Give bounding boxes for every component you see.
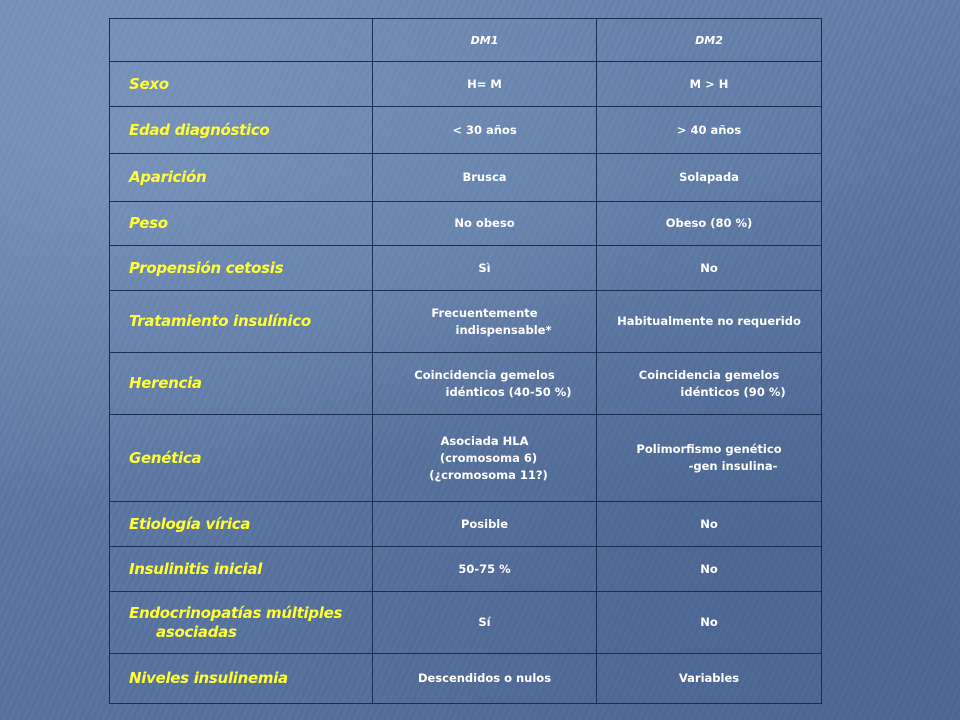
- dm1-line: Frecuentemente: [431, 305, 538, 320]
- dm2-value: Habitualmente no requerido: [597, 291, 822, 353]
- table-row: [110, 202, 822, 246]
- table-row: [110, 547, 822, 592]
- table-row: [110, 154, 822, 202]
- dm1-value: Sí: [373, 592, 597, 654]
- table-row: [110, 291, 822, 353]
- table-row: [110, 107, 822, 154]
- row-label-line: Endocrinopatías múltiples: [129, 603, 343, 622]
- dm2-value: M > H: [597, 62, 822, 107]
- dm1-line: Asociada HLA: [440, 433, 529, 448]
- dm1-value: Descendidos o nulos: [373, 654, 597, 704]
- row-label: Sexo: [110, 62, 373, 107]
- table-row: [110, 415, 822, 502]
- row-label: Niveles insulinemia: [110, 654, 373, 704]
- dm1-value: Posible: [373, 502, 597, 547]
- table-row: [110, 592, 822, 654]
- dm2-value: No: [597, 246, 822, 291]
- table-row: [110, 502, 822, 547]
- row-label: Edad diagnóstico: [110, 107, 373, 154]
- dm1-line: indispensable*: [455, 322, 552, 337]
- row-label: Tratamiento insulínico: [110, 291, 373, 353]
- dm2-value: > 40 años: [597, 107, 822, 154]
- row-label: [110, 592, 373, 654]
- dm1-line: (¿cromosoma 11?): [429, 467, 548, 482]
- table-row: [110, 353, 822, 415]
- dm1-value: Brusca: [373, 154, 597, 202]
- dm1-value: No obeso: [373, 202, 597, 246]
- table-row: [110, 246, 822, 291]
- header-blank-cell: [110, 19, 373, 62]
- row-label: Peso: [110, 202, 373, 246]
- row-label: Aparición: [110, 154, 373, 202]
- dm2-value: No: [597, 592, 822, 654]
- table-row: [110, 62, 822, 107]
- dm1-value: < 30 años: [373, 107, 597, 154]
- header-dm1: DM1: [373, 19, 597, 62]
- dm2-line: Polimorfismo genético: [636, 442, 782, 456]
- row-label: Propensión cetosis: [110, 246, 373, 291]
- dm2-line: idénticos (90 %): [680, 384, 786, 399]
- dm2-value: No: [597, 547, 822, 592]
- row-label: Etiología vírica: [110, 502, 373, 547]
- header-dm2: DM2: [597, 19, 822, 62]
- dm1-value: [373, 415, 597, 502]
- dm1-value: [373, 291, 597, 353]
- table-row: [110, 654, 822, 704]
- row-label: Insulinitis inicial: [110, 547, 373, 592]
- table-header-row: [110, 19, 822, 62]
- dm1-line: (cromosoma 6): [439, 450, 538, 465]
- dm2-value: [597, 415, 822, 502]
- dm1-value: H= M: [373, 62, 597, 107]
- dm1-line: idénticos (40-50 %): [445, 384, 572, 399]
- dm1-line: Coincidencia gemelos: [414, 367, 555, 382]
- dm2-value: Variables: [597, 654, 822, 704]
- row-label-line: asociadas: [156, 622, 237, 641]
- comparison-table: [109, 18, 822, 704]
- dm2-value: Solapada: [597, 154, 822, 202]
- row-label: Herencia: [110, 353, 373, 415]
- dm2-line: Coincidencia gemelos: [638, 367, 780, 382]
- dm1-value: Sì: [373, 246, 597, 291]
- dm1-value: 50-75 %: [373, 547, 597, 592]
- dm1-value: [373, 353, 597, 415]
- dm2-value: [597, 353, 822, 415]
- dm2-line: -gen insulina-: [688, 459, 778, 473]
- dm2-value: No: [597, 502, 822, 547]
- row-label: Genética: [110, 415, 373, 502]
- dm2-value: Obeso (80 %): [597, 202, 822, 246]
